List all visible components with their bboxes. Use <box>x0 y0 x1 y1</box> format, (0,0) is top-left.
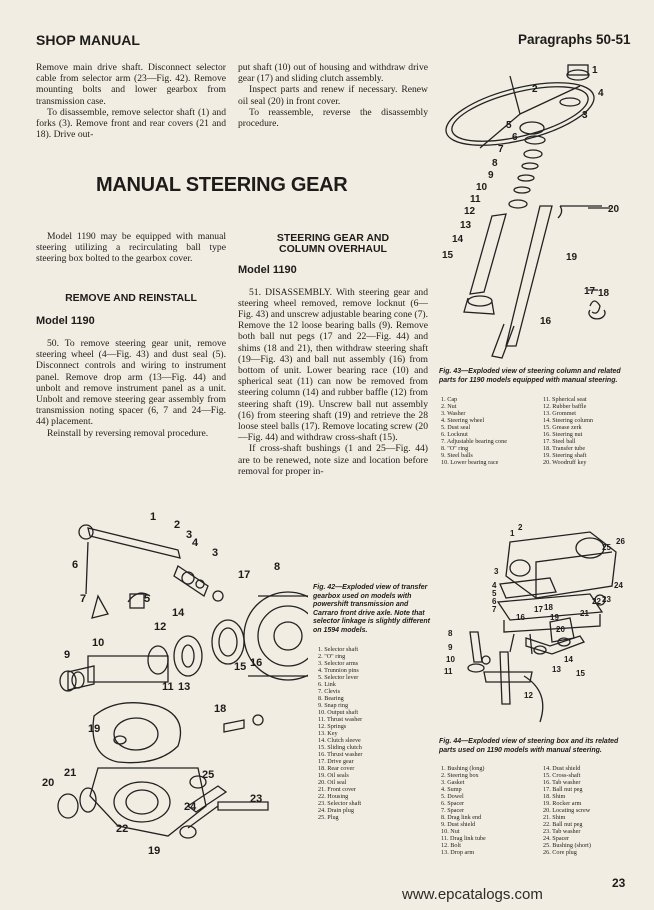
fig43-legend-item: 17. Steel ball <box>543 438 576 445</box>
fig44-legend-item: 16. Tab washer <box>543 779 581 786</box>
mid-model-heading: Model 1190 <box>238 264 297 277</box>
fig44-callout-8: 8 <box>448 629 453 638</box>
fig44-legend-item: 14. Dust shield <box>543 765 581 772</box>
fig42-callout-1: 1 <box>150 511 157 523</box>
fig44-callout-22: 22 <box>592 597 601 606</box>
fig44-legend-item: 24. Spacer <box>543 835 570 842</box>
fig44-callout-23: 23 <box>602 595 611 604</box>
fig43-caption: Fig. 43—Exploded view of steering column and related parts for 1190 models equipped with manual steering. <box>439 368 621 384</box>
fig44-callout-25: 25 <box>602 543 611 552</box>
fig42-callout-9: 9 <box>64 649 71 661</box>
fig44-callout-16: 16 <box>516 613 525 622</box>
fig44-legend-item: 21. Shim <box>543 814 566 821</box>
fig42-legend-item: 12. Springs <box>318 723 347 730</box>
fig43-legend-item: 16. Steering nut <box>543 431 583 438</box>
fig43-callout-2: 2 <box>532 84 538 95</box>
fig44-callout-14: 14 <box>564 655 573 664</box>
intro-col1 <box>36 62 226 140</box>
intro-col2 <box>238 62 428 129</box>
fig43-legend-item: 1. Cap <box>441 396 458 403</box>
fig42-callout-14: 14 <box>172 607 185 619</box>
fig43-callout-3: 3 <box>582 110 588 121</box>
fig42-legend-item: 22. Housing <box>318 793 349 800</box>
fig42-callout-11: 11 <box>162 681 174 693</box>
fig44-legend-item: 18. Shim <box>543 793 566 800</box>
fig42-callout-4: 4 <box>192 537 199 549</box>
mid-para-1: 51. DISASSEMBLY. With steering gear and steering wheel removed, remove locknut (6—Fig. 43) and unscrew adjustable bearing cone (7). Remove the 12 loose bearing balls (9). Remove both ball nut pegs (17 and 22—Fig. 44) and shims (18 and 21), then withdraw steering shaft (19—Fig. 43) and ball nut assembly (16) from bottom of unit. Lower bearing race (10) and spherical seat (11) can now be removed from steering column (14) and rubber baffle (12) from steering shaft (19). Unscrew ball nut assembly (16) from steering shaft (19) and retrieve the 28 loose steel balls (17). Remove locating screw (20—Fig. 44) and withdraw cross-shaft (15). <box>238 286 428 444</box>
fig43-legend-item: 15. Grease zerk <box>543 424 582 431</box>
fig44-legend-item: 4. Sump <box>441 786 462 793</box>
fig44-callout-10: 10 <box>446 655 455 664</box>
fig44-callout-18: 18 <box>544 603 553 612</box>
fig42-legend-item: 19. Oil seals <box>318 772 349 779</box>
fig44-drawing <box>440 522 630 740</box>
fig42-callout-15: 15 <box>234 661 247 673</box>
fig44-legend-item: 2. Steering box <box>441 772 479 779</box>
fig43-callout-11: 11 <box>470 194 481 205</box>
fig43-callout-5: 5 <box>506 120 512 131</box>
fig42-legend-item: 21. Front cover <box>318 786 356 793</box>
fig44-callout-5: 5 <box>492 589 497 598</box>
fig44-legend-item: 25. Bushing (short) <box>543 842 591 849</box>
fig42-callout-8: 8 <box>274 561 281 573</box>
fig42-legend-item: 16. Thrust washer <box>318 751 363 758</box>
fig42-callout-21: 21 <box>64 767 77 779</box>
fig42-legend-item: 6. Link <box>318 681 336 688</box>
fig43-callout-4: 4 <box>598 88 604 99</box>
fig44-callout-12: 12 <box>524 691 533 700</box>
watermark: www.epcatalogs.com <box>402 886 543 903</box>
page-number: 23 <box>612 876 626 890</box>
fig43-legend-item: 10. Lower bearing race <box>441 459 499 466</box>
fig42-legend-item: 24. Drain plug <box>318 807 354 814</box>
fig42-legend-item: 8. Bearing <box>318 695 344 702</box>
fig44-legend-item: 19. Rocker arm <box>543 800 582 807</box>
fig43-callout-1: 1 <box>592 65 598 76</box>
fig43-legend-item: 13. Grommet <box>543 410 576 417</box>
fig42-callout-22: 22 <box>116 823 129 835</box>
fig42-caption: Fig. 42—Exploded view of transfer gearbox used on models with powershift transmission and Carraro front drive axle. Note that selector linkage is slightly different on 1594 models. <box>313 584 430 634</box>
left-model-heading: Model 1190 <box>36 314 95 327</box>
fig44-callout-9: 9 <box>448 643 453 652</box>
fig44-callout-26: 26 <box>616 537 625 546</box>
intro-para-4: Inspect parts and renew if necessary. Renew oil seal (20) in front cover. <box>238 84 428 107</box>
fig42-callout-23: 23 <box>250 793 263 805</box>
header-left: SHOP MANUAL <box>36 32 140 48</box>
fig43-callout-10: 10 <box>476 182 488 193</box>
fig42-callout-24: 24 <box>184 801 197 813</box>
fig44-callout-24: 24 <box>614 581 623 590</box>
fig43-legend-item: 20. Woodruff key <box>543 459 587 466</box>
fig42-legend-item: 17. Drive gear <box>318 758 354 765</box>
fig43-legend-item: 9. Steel balls <box>441 452 473 459</box>
fig44-legend-item: 3. Gasket <box>441 779 465 786</box>
fig42-legend-item: 7. Clevis <box>318 688 341 695</box>
fig43-legend-item: 14. Steering column <box>543 417 594 424</box>
fig44-legend-item: 9. Dust shield <box>441 821 476 828</box>
fig43-callout-13: 13 <box>460 220 472 231</box>
fig42-legend-item: 2. "O" ring <box>318 653 346 660</box>
fig42-callout-12: 12 <box>154 621 167 633</box>
fig43-legend-item: 8. "O" ring <box>441 445 469 452</box>
fig42-callout-3b: 3 <box>212 547 219 559</box>
fig43-legend-item: 19. Steering shaft <box>543 452 587 459</box>
fig42-callout-10: 10 <box>92 637 105 649</box>
fig43-legend-item: 6. Locknut <box>441 431 468 438</box>
fig44-legend-item: 26. Core plug <box>543 849 577 856</box>
fig43-callout-17: 17 <box>584 286 596 297</box>
fig42-callout-5: 5 <box>144 593 151 605</box>
fig43-legend <box>441 396 631 466</box>
fig44-legend-item: 10. Nut <box>441 828 460 835</box>
fig42-legend-item: 14. Clutch sleeve <box>318 737 361 744</box>
left-para-1: Model 1190 may be equipped with manual steering utilizing a recirculating ball type steering box bolted to the gearbox cover. <box>36 231 226 265</box>
fig44-legend-item: 1. Bushing (long) <box>441 765 485 772</box>
left-para-3: Reinstall by reversing removal procedure. <box>47 427 209 439</box>
fig44-legend <box>441 765 631 856</box>
fig42-callout-6: 6 <box>72 559 79 571</box>
fig42-callout-13: 13 <box>178 681 191 693</box>
fig43-callout-16: 16 <box>540 316 552 327</box>
fig42-legend-item: 11. Thrust washer <box>318 716 363 723</box>
fig43-callout-9: 9 <box>488 170 494 181</box>
fig44-legend-item: 23. Tab washer <box>543 828 581 835</box>
fig44-legend-item: 15. Cross-shaft <box>543 772 581 779</box>
fig44-callout-15: 15 <box>576 669 585 678</box>
fig42-legend <box>318 646 428 821</box>
fig44-callout-20: 20 <box>556 625 565 634</box>
fig43-legend-item: 7. Adjustable bearing cone <box>441 438 507 445</box>
fig44-callout-7: 7 <box>492 605 497 614</box>
fig44-legend-item: 13. Drop arm <box>441 849 475 856</box>
fig43-callout-7: 7 <box>498 144 504 155</box>
fig44-callout-1: 1 <box>510 529 515 538</box>
fig44-caption: Fig. 44—Exploded view of steering box and its related parts used on 1190 models with manual steering. <box>439 738 619 754</box>
fig44-callout-11: 11 <box>444 667 453 676</box>
fig43-legend-item: 12. Rubber baffle <box>543 403 587 410</box>
fig44-legend-item: 22. Ball nut peg <box>543 821 583 828</box>
fig43-callout-14: 14 <box>452 234 464 245</box>
fig42-legend-item: 4. Trunnion pins <box>318 667 359 674</box>
fig42-legend-item: 13. Key <box>318 730 338 737</box>
fig42-legend-item: 5. Selector lever <box>318 674 359 681</box>
fig44-legend-item: 20. Locating screw <box>543 807 591 814</box>
fig44-legend-item: 8. Drag link end <box>441 814 482 821</box>
fig42-callout-20: 20 <box>42 777 55 789</box>
fig43-callout-19: 19 <box>566 252 578 263</box>
fig43-legend-item: 3. Washer <box>441 410 466 417</box>
section-title: MANUAL STEERING GEAR <box>96 174 348 196</box>
fig44-callout-17: 17 <box>534 605 543 614</box>
fig42-callout-18: 18 <box>214 703 227 715</box>
fig44-legend-item: 17. Ball nut peg <box>543 786 583 793</box>
fig44-callout-3: 3 <box>494 567 499 576</box>
fig43-legend-item: 18. Transfer tube <box>543 445 586 452</box>
fig42-callout-25: 25 <box>202 769 215 781</box>
fig44-legend-item: 12. Bolt <box>441 842 461 849</box>
intro-para-1: Remove main drive shaft. Disconnect selector cable from selector arm (23—Fig. 42). Remove mounting bolts and lower gearbox from transmission case. <box>36 62 226 107</box>
fig43-callout-6: 6 <box>512 132 518 143</box>
fig42-legend-item: 20. Oil seal <box>318 779 347 786</box>
fig42-callout-3a: 3 <box>186 529 193 541</box>
left-para-2: 50. To remove steering gear unit, remove steering wheel (4—Fig. 43) and dust seal (5). Disconnect controls and wiring to instrument panel. Remove drop arm (13—Fig. 44) and unbolt and remove instrument panel as a unit. Unbolt and remove steering gear assembly from transmission noting spacer (6, 7 and 24—Fig. 44) placement. <box>36 338 226 428</box>
fig42-legend-item: 3. Selector arms <box>318 660 359 667</box>
fig43-legend-item: 11. Spherical seat <box>543 396 587 403</box>
fig42-callout-2: 2 <box>174 519 181 531</box>
fig42-legend-item: 25. Plug <box>318 814 339 821</box>
fig44-legend-item: 7. Spacer <box>441 807 465 814</box>
fig42-callout-19b: 19 <box>148 845 161 856</box>
fig42-legend-item: 1. Selector shaft <box>318 646 359 653</box>
fig44-callout-19: 19 <box>550 613 559 622</box>
fig43-legend-item: 2. Nut <box>441 403 457 410</box>
fig42-callout-19a: 19 <box>88 723 101 735</box>
fig44-legend-item: 5. Dowel <box>441 793 464 800</box>
fig43-drawing <box>440 56 646 366</box>
intro-para-2: To disassemble, remove selector shaft (1) and forks (3). Remove front and rear covers (21 and 18). Drive out- <box>36 106 226 141</box>
fig43-callout-12: 12 <box>464 206 476 217</box>
fig42-drawing <box>38 506 308 856</box>
fig44-legend-item: 11. Drag link tube <box>441 835 486 842</box>
remove-reinstall-heading: REMOVE AND REINSTALL <box>65 291 197 304</box>
left-column <box>36 231 226 439</box>
fig42-callout-17: 17 <box>238 569 251 581</box>
middle-column <box>238 233 428 477</box>
fig44-callout-21: 21 <box>580 609 589 618</box>
fig42-legend-item: 10. Output shaft <box>318 709 359 716</box>
mid-para-2: If cross-shaft bushings (1 and 25—Fig. 44) are to be renewed, note size and location before removal for proper in- <box>238 443 428 477</box>
fig42-callout-7: 7 <box>80 593 87 605</box>
fig42-legend-item: 15. Sliding clutch <box>318 744 362 751</box>
fig42-legend-item: 23. Selector shaft <box>318 800 362 807</box>
fig44-callout-6: 6 <box>492 597 497 606</box>
fig44-callout-13: 13 <box>552 665 561 674</box>
fig43-legend-item: 4. Steering wheel <box>441 417 485 424</box>
fig43-callout-8: 8 <box>492 158 498 169</box>
fig42-legend-item: 9. Snap ring <box>318 702 349 709</box>
overhaul-heading: STEERING GEAR AND COLUMN OVERHAUL <box>276 232 390 256</box>
header-right: Paragraphs 50-51 <box>518 32 631 47</box>
fig44-callout-2: 2 <box>518 523 523 532</box>
fig44-legend-item: 6. Spacer <box>441 800 465 807</box>
fig44-callout-4: 4 <box>492 581 497 590</box>
fig43-legend-item: 5. Dust seal <box>441 424 471 431</box>
fig42-legend-item: 18. Rear cover <box>318 765 355 772</box>
fig43-callout-20: 20 <box>608 204 620 215</box>
intro-para-5: To reassemble, reverse the disassembly procedure. <box>238 106 428 130</box>
intro-para-3: put shaft (10) out of housing and withdraw drive gear (17) and sliding clutch assembly. <box>238 62 428 85</box>
fig42-callout-16: 16 <box>250 657 263 669</box>
fig43-callout-18: 18 <box>598 288 610 299</box>
fig43-callout-15: 15 <box>442 250 454 261</box>
